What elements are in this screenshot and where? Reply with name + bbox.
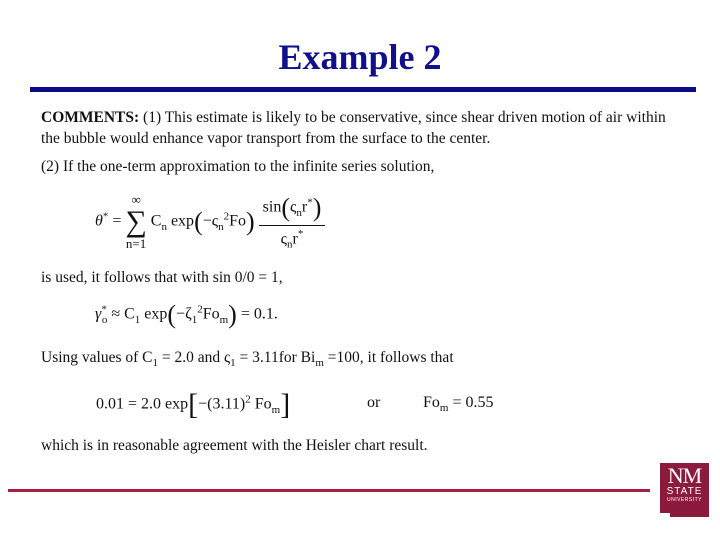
or-label: or [367,394,381,411]
text-line-4: is used, it follows that with sin 0/0 = 1, [41,269,283,286]
eq-paren: ) [312,193,322,223]
eq-symbol: n [218,220,224,233]
eq-symbol: * [307,196,313,209]
eq-symbol: 2 [223,210,230,223]
text: it follows that [363,349,454,366]
eq-symbol: * [297,228,304,241]
eq-symbol: 2 [245,393,251,406]
eq-symbol: m [315,357,324,370]
footer-rule [8,489,650,492]
sum-upper-limit: ∞ [131,192,141,207]
eq-paren: ( [167,300,177,329]
eq-symbol: = 0.1. [236,305,278,323]
numerator [259,193,326,226]
eq-symbol: m [271,403,281,416]
eq-symbol: sin [262,198,282,216]
eq-symbol: C [124,305,135,323]
eq-symbol: ς [290,198,297,216]
comment-line-3: (2) If the one-term approximation to the infinite series solution, [41,158,435,175]
eq-symbol: γ [95,305,102,323]
eq-symbol: * [102,210,109,223]
eq-symbol: Fo [202,305,220,323]
eq-symbol: C [150,212,162,230]
eq-symbol: = 3.11 [235,349,279,366]
eq-symbol: =100, [323,349,364,366]
eq-symbol: 2 [197,303,203,316]
eq-symbol: 0.01 = 2.0 exp [96,395,189,413]
eq-symbol: Fo [229,212,246,230]
eq-symbol: r [292,230,298,248]
title-underline [30,87,696,92]
nmsu-logo [660,463,709,513]
eq-paren: ( [194,207,203,236]
eq-symbol: = [108,212,126,230]
equation-one-term [95,300,278,330]
eq-symbol: Bi [300,349,316,366]
fraction [259,193,326,251]
eq-paren: ) [246,207,255,236]
eq-symbol: m [219,313,229,326]
sum-lower-limit: n=1 [125,236,147,251]
comment-line-2: the bubble would enhance vapor transport from the surface to the center. [41,130,491,147]
text: and [193,349,225,366]
eq-paren: ( [281,193,291,223]
eq-symbol: Fo [423,394,440,411]
eq-symbol: o [101,313,108,326]
eq-bracket: [ [188,388,199,421]
comments-label: COMMENTS: [41,109,140,126]
equation-result [423,394,494,414]
eq-symbol: ≈ [107,305,125,323]
eq-symbol: m [439,402,449,415]
eq-paren: ) [228,300,237,329]
comment-text: (1) This estimate is likely to be conservative, since shear driven motion of air within [139,109,666,126]
eq-symbol: 1 [152,357,159,370]
text-line-5 [41,348,454,373]
eq-symbol: exp [140,305,168,323]
eq-symbol: ς [280,230,288,248]
text: Using values of [41,349,143,366]
eq-symbol: ς [224,349,231,366]
eq-symbol: −ζ [176,305,192,323]
eq-symbol: −(3.11) [198,395,246,413]
comment-line-1 [41,108,666,128]
denominator [281,226,304,251]
logo-text: UNIVERSITY [666,497,702,503]
eq-symbol: 1 [134,313,141,326]
logo-shape [670,513,709,517]
eq-symbol: −ς [202,212,219,230]
eq-symbol: exp [170,212,195,230]
eq-symbol: θ [95,212,103,230]
eq-symbol: * [101,303,107,316]
slide-title: Example 2 [278,37,442,77]
eq-symbol: Fo [250,395,272,413]
eq-symbol: r [301,198,308,216]
eq-symbol: n [287,238,293,251]
logo-text: NM [667,463,702,488]
eq-symbol: C [142,349,153,366]
eq-symbol: = 2.0 [158,349,194,366]
logo-text: STATE [666,486,703,497]
eq-symbol: n [296,207,302,220]
text: for [278,349,301,366]
equation-series-solution [95,193,325,251]
eq-symbol: = 0.55 [448,394,494,411]
eq-bracket: ] [280,388,291,421]
eq-symbol: n [161,220,167,233]
text-line-6: which is in reasonable agreement with the Heisler chart result. [41,437,428,454]
summation [125,193,146,251]
eq-symbol: 1 [191,313,198,326]
eq-symbol: 1 [230,357,236,370]
sum-symbol: ∑ [125,205,147,238]
equation-fourier-solution [96,388,290,422]
